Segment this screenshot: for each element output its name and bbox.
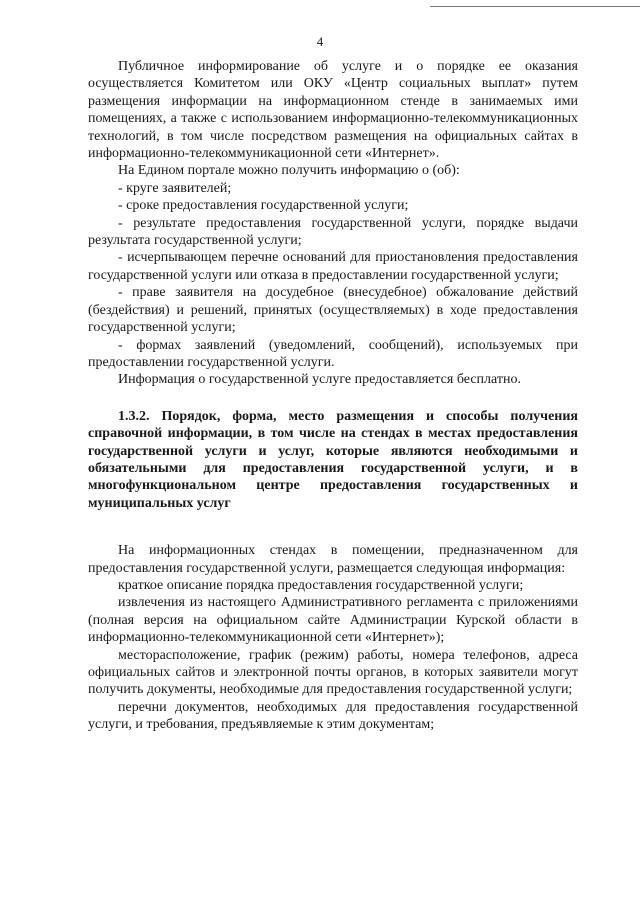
stand-item-description: краткое описание порядка предоставления государственной услуги; bbox=[118, 577, 524, 593]
stand-item-documents: перечни документов, необходимых для предоставления государственной услуги, и требования, предъявляемые к этим документам; bbox=[88, 699, 578, 733]
list-item-term: - сроке предоставления государственной услуги; bbox=[118, 198, 409, 214]
list-item-appeal: - праве заявителя на досудебное (внесудебное) обжалование действий (бездействия) и решений, принятых (осуществляемых) в ходе предоставления государственной услуги; bbox=[88, 285, 578, 336]
paragraph-free-info: Информация о государственной услуге предоставляется бесплатно. bbox=[118, 372, 521, 388]
paragraph-stands-intro: На информационных стендах в помещении, предназначенном для предоставления государственной услуги, размещается следующая информация: bbox=[88, 543, 578, 576]
spacer bbox=[88, 512, 578, 542]
stand-item-location: месторасположение, график (режим) работы, номера телефонов, адреса официальных сайтов и электронной почты органов, в которых заявители могут получить документы, необходимые для предоставления государственной услуги; bbox=[88, 647, 578, 698]
page-number: 4 bbox=[316, 34, 324, 49]
document-body bbox=[88, 58, 578, 734]
section-heading-1-3-2: 1.3.2. Порядок, форма, место размещения и способы получения справочной информации, в том числе на стендах в местах предоставления государственной услуги и услуг, которые являются необходимыми и обязательными для предоставления государственной услуги, и в многофункциональном центре предоставления государственных и муниципальных услуг bbox=[88, 408, 578, 511]
paragraph-public-info: Публичное информирование об услуге и о порядке ее оказания осуществляется Комитетом или ОКУ «Центр социальных выплат» путем размещения информации на информационном стенде в занимаемых ими помещениях, а также с использованием информационно-телекоммуникационных технологий, в том числе посредством размещения на официальных сайтах в информационно-телекоммуникационной сети «Интернет». bbox=[88, 59, 578, 162]
top-rule bbox=[430, 6, 640, 7]
list-item-forms: - формах заявлений (уведомлений, сообщений), используемых при предоставлении государственной услуги. bbox=[88, 337, 578, 370]
list-item-grounds: - исчерпывающем перечне оснований для приостановления предоставления государственной услуги или отказа в предоставлении государственной услуги; bbox=[88, 250, 578, 283]
list-item-result: - результате предоставления государственной услуги, порядке выдачи результата государственной услуги; bbox=[88, 215, 578, 249]
paragraph-portal-intro: На Едином портале можно получить информацию о (об): bbox=[118, 163, 460, 179]
list-item-applicants: - круге заявителей; bbox=[118, 180, 232, 196]
stand-item-extracts: извлечения из настоящего Административного регламента с приложениями (полная версия на официальном сайте Администрации Курской области в информационно-телекоммуникационной сети «Интернет»); bbox=[88, 595, 578, 646]
